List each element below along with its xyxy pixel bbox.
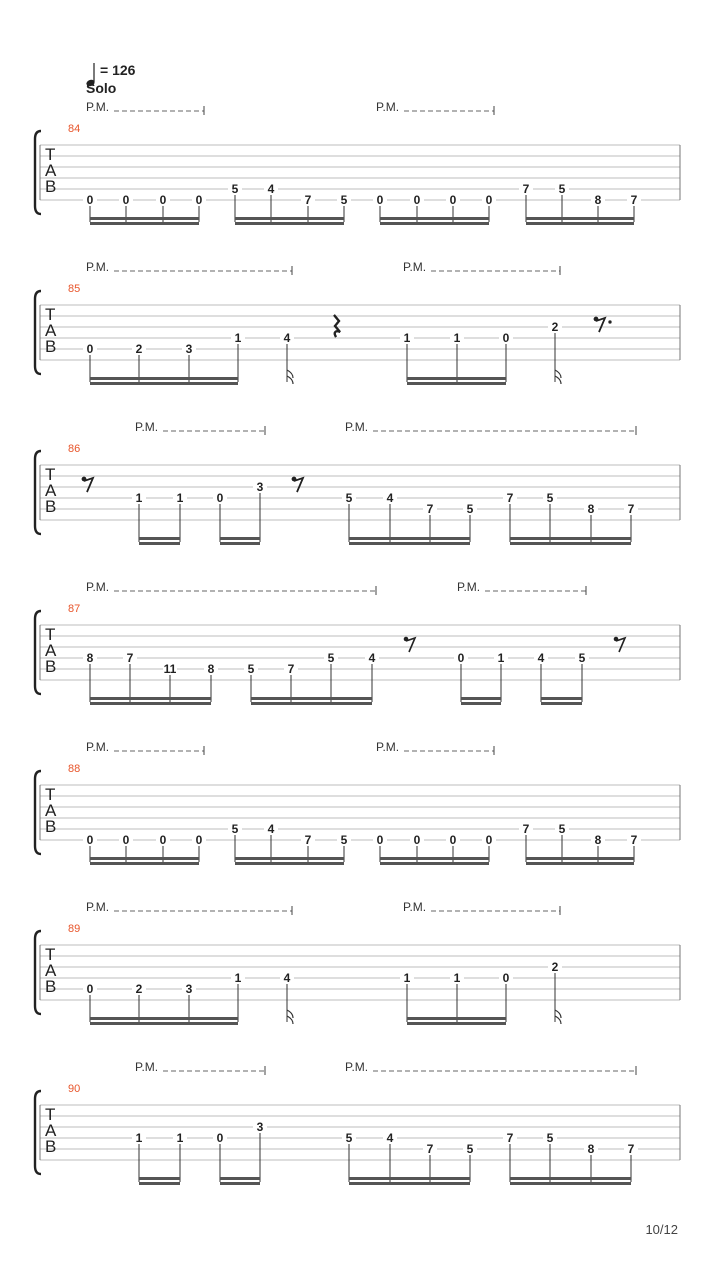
palm-mute-label: P.M.	[376, 100, 400, 114]
tab-clef-letter: A	[45, 1121, 57, 1140]
bar-number: 90	[68, 1083, 81, 1095]
note-flag	[287, 370, 293, 384]
fret-number: 5	[466, 502, 474, 516]
fret-number: 0	[485, 193, 493, 207]
palm-mute-label: P.M.	[345, 420, 369, 434]
fret-number: 0	[502, 971, 510, 985]
tab-system	[35, 580, 680, 705]
fret-number: 4	[386, 491, 394, 505]
fret-number: 0	[86, 342, 94, 356]
beam	[235, 857, 344, 860]
beam	[90, 1022, 238, 1025]
fret-number: 0	[122, 833, 130, 847]
note-flag	[555, 1010, 561, 1024]
fret-number: 0	[457, 651, 465, 665]
palm-mute-label: P.M.	[135, 420, 159, 434]
beam	[461, 702, 501, 705]
tab-clef-letter: A	[45, 801, 57, 820]
tab-clef-letter: T	[45, 305, 56, 324]
fret-number: 7	[630, 193, 638, 207]
fret-number: 2	[551, 320, 559, 334]
eighth-rest-tail	[616, 638, 625, 652]
fret-number: 0	[502, 331, 510, 345]
beam	[139, 1177, 180, 1180]
eighth-rest-tail	[84, 478, 93, 492]
bar-number: 85	[68, 283, 81, 295]
beam	[90, 377, 238, 380]
fret-number: 5	[345, 491, 353, 505]
tab-clef-letter: T	[45, 465, 56, 484]
tab-clef-letter: T	[45, 945, 56, 964]
fret-number: 7	[627, 502, 635, 516]
tab-clef-letter: T	[45, 625, 56, 644]
fret-number: 5	[247, 662, 255, 676]
fret-number: 1	[403, 971, 411, 985]
fret-number: 1	[176, 1131, 184, 1145]
beam	[90, 222, 199, 225]
fret-number: 4	[267, 182, 275, 196]
beam	[349, 1182, 470, 1185]
fret-number: 7	[287, 662, 295, 676]
tab-clef-letter: A	[45, 961, 57, 980]
tab-clef-letter: T	[45, 785, 56, 804]
beam	[526, 222, 634, 225]
fret-number: 5	[466, 1142, 474, 1156]
beam	[139, 1182, 180, 1185]
fret-number: 5	[231, 822, 239, 836]
bar-number: 84	[68, 123, 81, 135]
tab-system	[35, 100, 680, 225]
beam	[90, 1017, 238, 1020]
fret-number: 0	[449, 193, 457, 207]
tab-clef-letter: T	[45, 1105, 56, 1124]
beam	[235, 217, 344, 220]
fret-number: 0	[159, 833, 167, 847]
fret-number: 1	[403, 331, 411, 345]
beam	[526, 217, 634, 220]
fret-number: 7	[126, 651, 134, 665]
beam	[235, 862, 344, 865]
beam	[349, 1177, 470, 1180]
palm-mute-label: P.M.	[135, 1060, 159, 1074]
tab-clef-letter: B	[45, 497, 57, 516]
fret-number: 7	[304, 193, 312, 207]
fret-number: 0	[86, 833, 94, 847]
fret-number: 7	[630, 833, 638, 847]
tempo-value: = 126	[100, 62, 136, 78]
bar-number: 87	[68, 603, 81, 615]
bar-number: 88	[68, 763, 81, 775]
palm-mute-label: P.M.	[376, 740, 400, 754]
tab-clef-letter: B	[45, 1137, 57, 1156]
tab-clef-letter: A	[45, 481, 57, 500]
fret-number: 7	[426, 1142, 434, 1156]
fret-number: 8	[594, 193, 602, 207]
fret-number: 4	[537, 651, 545, 665]
palm-mute-label: P.M.	[403, 260, 427, 274]
beam	[461, 697, 501, 700]
eighth-rest-tail	[294, 478, 303, 492]
beam	[510, 1182, 631, 1185]
fret-number: 5	[558, 822, 566, 836]
fret-number: 1	[234, 971, 242, 985]
tab-clef-letter: B	[45, 817, 57, 836]
beam	[380, 222, 489, 225]
fret-number: 5	[578, 651, 586, 665]
fret-number: 4	[267, 822, 275, 836]
beam	[380, 217, 489, 220]
fret-number: 0	[376, 833, 384, 847]
beam	[90, 382, 238, 385]
beam	[526, 857, 634, 860]
tab-system	[35, 260, 680, 385]
fret-number: 5	[327, 651, 335, 665]
fret-number: 11	[163, 662, 177, 676]
beam	[139, 537, 180, 540]
beam	[251, 702, 372, 705]
palm-mute-label: P.M.	[403, 900, 427, 914]
fret-number: 7	[506, 1131, 514, 1145]
beam	[380, 857, 489, 860]
fret-number: 8	[594, 833, 602, 847]
palm-mute-label: P.M.	[86, 740, 110, 754]
fret-number: 0	[485, 833, 493, 847]
fret-number: 0	[86, 982, 94, 996]
fret-number: 3	[256, 1120, 264, 1134]
fret-number: 1	[176, 491, 184, 505]
fret-number: 2	[135, 982, 143, 996]
fret-number: 1	[135, 1131, 143, 1145]
fret-number: 7	[426, 502, 434, 516]
fret-number: 7	[304, 833, 312, 847]
palm-mute-label: P.M.	[86, 900, 110, 914]
palm-mute-label: P.M.	[457, 580, 481, 594]
tab-clef-letter: A	[45, 161, 57, 180]
tab-system	[35, 740, 680, 865]
tab-system	[35, 420, 680, 545]
beam	[220, 1177, 260, 1180]
bar-number: 89	[68, 923, 81, 935]
fret-number: 5	[345, 1131, 353, 1145]
fret-number: 0	[195, 193, 203, 207]
fret-number: 0	[216, 1131, 224, 1145]
fret-number: 3	[185, 982, 193, 996]
rest-dot-icon	[608, 320, 611, 323]
bar-number: 86	[68, 443, 81, 455]
palm-mute-label: P.M.	[86, 100, 110, 114]
beam	[220, 542, 260, 545]
beam	[510, 1177, 631, 1180]
note-flag	[555, 370, 561, 384]
beam	[349, 542, 470, 545]
beam	[251, 697, 372, 700]
palm-mute-label: P.M.	[86, 260, 110, 274]
tab-clef-letter: B	[45, 977, 57, 996]
fret-number: 1	[234, 331, 242, 345]
fret-number: 8	[86, 651, 94, 665]
beam	[541, 697, 582, 700]
fret-number: 8	[587, 1142, 595, 1156]
fret-number: 4	[386, 1131, 394, 1145]
fret-number: 0	[195, 833, 203, 847]
fret-number: 8	[587, 502, 595, 516]
fret-number: 0	[159, 193, 167, 207]
tab-clef-letter: A	[45, 641, 57, 660]
beam	[349, 537, 470, 540]
fret-number: 8	[207, 662, 215, 676]
tab-clef-letter: B	[45, 657, 57, 676]
fret-number: 5	[340, 833, 348, 847]
fret-number: 0	[86, 193, 94, 207]
fret-number: 1	[497, 651, 505, 665]
beam	[90, 697, 211, 700]
tab-clef-letter: B	[45, 337, 57, 356]
beam	[90, 862, 199, 865]
fret-number: 5	[231, 182, 239, 196]
beam	[90, 857, 199, 860]
fret-number: 0	[413, 833, 421, 847]
beam	[380, 862, 489, 865]
fret-number: 1	[135, 491, 143, 505]
beam	[139, 542, 180, 545]
fret-number: 4	[368, 651, 376, 665]
fret-number: 7	[506, 491, 514, 505]
beam	[526, 862, 634, 865]
beam	[510, 542, 631, 545]
fret-number: 0	[216, 491, 224, 505]
fret-number: 4	[283, 331, 291, 345]
fret-number: 0	[449, 833, 457, 847]
fret-number: 5	[546, 491, 554, 505]
beam	[407, 382, 506, 385]
beam	[541, 702, 582, 705]
fret-number: 0	[122, 193, 130, 207]
fret-number: 7	[522, 822, 530, 836]
fret-number: 3	[185, 342, 193, 356]
beam	[90, 217, 199, 220]
fret-number: 7	[522, 182, 530, 196]
tab-clef-letter: T	[45, 145, 56, 164]
beam	[510, 537, 631, 540]
fret-number: 7	[627, 1142, 635, 1156]
eighth-rest-tail	[596, 318, 605, 332]
beam	[220, 537, 260, 540]
tab-clef-letter: B	[45, 177, 57, 196]
eighth-rest-tail	[406, 638, 415, 652]
beam	[407, 377, 506, 380]
fret-number: 0	[376, 193, 384, 207]
quarter-rest-icon	[334, 315, 340, 337]
beam	[235, 222, 344, 225]
page-number: 10/12	[645, 1222, 678, 1237]
beam	[407, 1017, 506, 1020]
fret-number: 2	[135, 342, 143, 356]
fret-number: 5	[340, 193, 348, 207]
fret-number: 1	[453, 331, 461, 345]
palm-mute-label: P.M.	[345, 1060, 369, 1074]
palm-mute-label: P.M.	[86, 580, 110, 594]
fret-number: 3	[256, 480, 264, 494]
note-flag	[287, 1010, 293, 1024]
tab-clef-letter: A	[45, 321, 57, 340]
fret-number: 5	[546, 1131, 554, 1145]
beam	[220, 1182, 260, 1185]
fret-number: 2	[551, 960, 559, 974]
beam	[407, 1022, 506, 1025]
section-label: Solo	[86, 80, 117, 96]
fret-number: 1	[453, 971, 461, 985]
fret-number: 0	[413, 193, 421, 207]
tab-system	[35, 477, 680, 1185]
fret-number: 5	[558, 182, 566, 196]
beam	[90, 702, 211, 705]
fret-number: 4	[283, 971, 291, 985]
